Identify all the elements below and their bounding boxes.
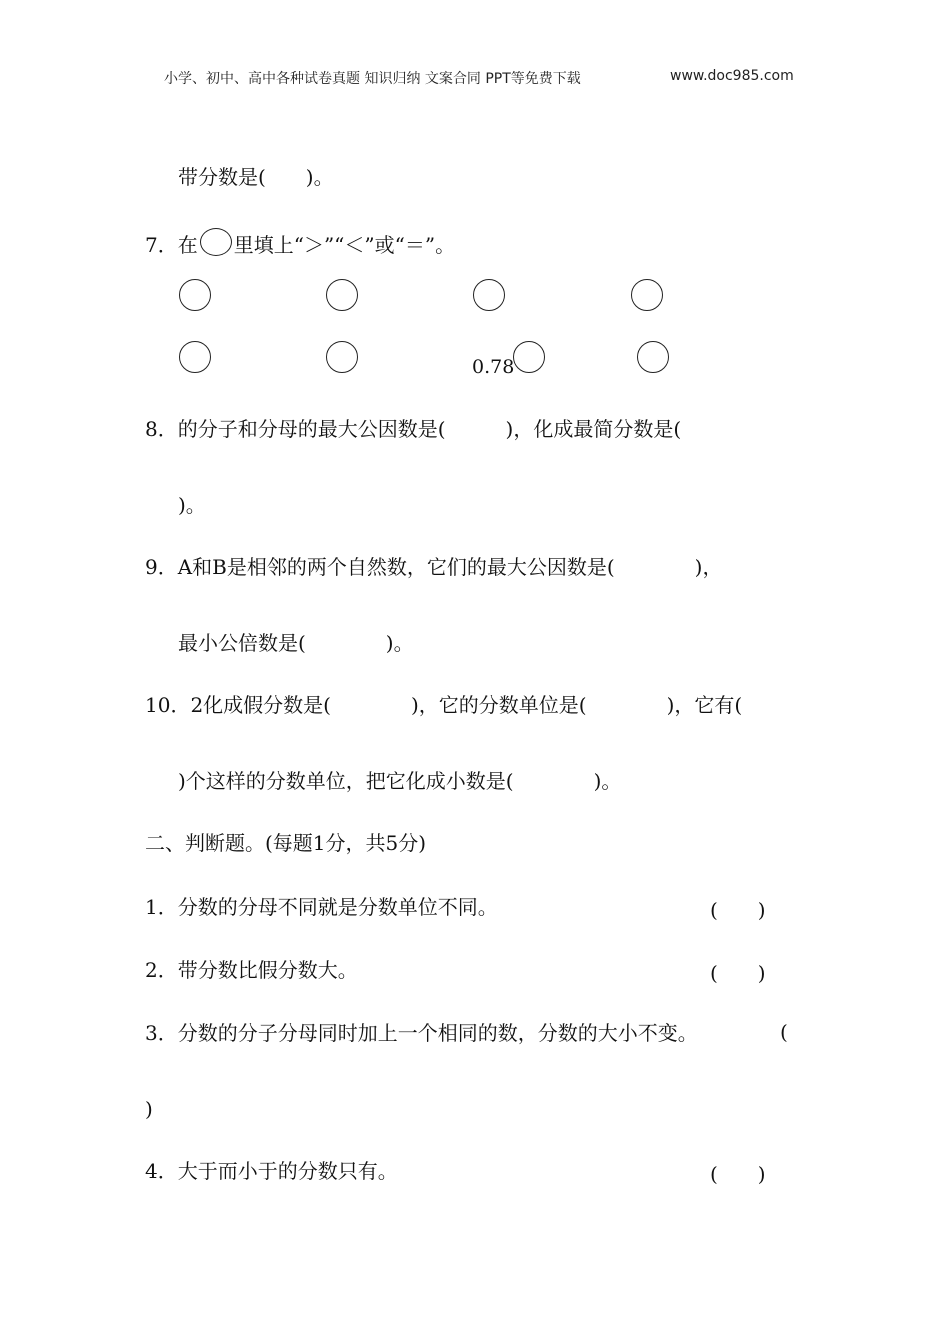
q7-circle-symbol [200, 228, 232, 256]
section-2-title: 二、判断题。(每题1分，共5分) [145, 831, 427, 855]
q8-line-1: 8．的分子和分母的最大公因数是( )，化成最简分数是( [145, 417, 682, 441]
judge-1-bracket[interactable]: ( ) [710, 898, 766, 922]
q7-suffix: 里填上“＞”“＜”或“＝”。 [233, 233, 456, 257]
judge-3: 3．分数的分子分母同时加上一个相同的数，分数的大小不变。 [145, 1021, 698, 1045]
compare-circle-6[interactable] [326, 341, 358, 373]
q9-line-1: 9．A和B是相邻的两个自然数，它们的最大公因数是( )， [145, 555, 723, 579]
q7-prompt [145, 228, 455, 258]
judge-1: 1．分数的分母不同就是分数单位不同。 [145, 895, 498, 919]
q10-line-2: )个这样的分数单位，把它化成小数是( )。 [178, 769, 622, 793]
compare-circle-3[interactable] [473, 279, 505, 311]
compare-circle-2[interactable] [326, 279, 358, 311]
compare-circle-4[interactable] [631, 279, 663, 311]
compare-circle-7[interactable] [513, 341, 545, 373]
judge-4: 4．大于而小于的分数只有。 [145, 1159, 398, 1183]
judge-4-bracket[interactable]: ( ) [710, 1162, 766, 1186]
q9-line-2: 最小公倍数是( )。 [178, 631, 414, 655]
decimal-value: 0.78 [472, 356, 515, 378]
header-ad-text: 小学、初中、高中各种试卷真题 知识归纳 文案合同 PPT等免费下载 [164, 71, 581, 87]
compare-circle-1[interactable] [179, 279, 211, 311]
compare-circle-5[interactable] [179, 341, 211, 373]
q8-line-2: )。 [178, 493, 206, 517]
judge-3-bracket-close: ) [145, 1097, 153, 1121]
judge-3-bracket-open[interactable]: ( [780, 1020, 788, 1044]
judge-2: 2．带分数比假分数大。 [145, 958, 358, 982]
compare-circle-8[interactable] [637, 341, 669, 373]
q7-prefix: 7．在 [145, 233, 198, 257]
q6-continuation: 带分数是( )。 [178, 165, 334, 189]
q10-line-1: 10．2化成假分数是( )，它的分数单位是( )，它有( [145, 693, 743, 717]
header-url: www.doc985.com [670, 68, 794, 84]
judge-2-bracket[interactable]: ( ) [710, 961, 766, 985]
